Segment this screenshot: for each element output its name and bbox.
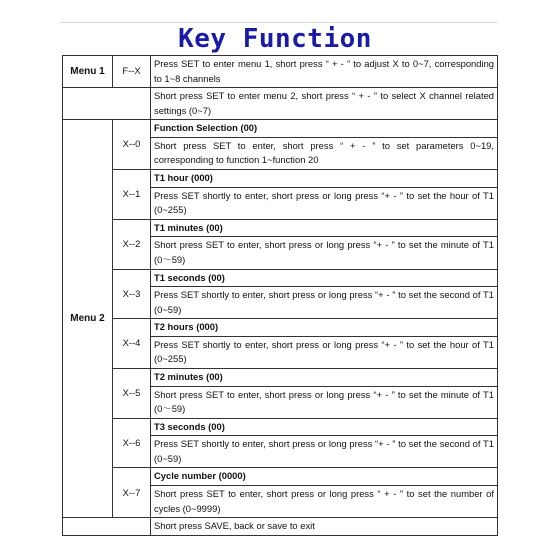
menu2-item-heading: T1 hour (000) [151,170,498,188]
menu2-item-description: Short press SET to enter, short press “ + - ” to set parameters 0~19, corresponding to function 1~function 20 [151,137,498,169]
menu2-item-heading: T2 minutes (00) [151,368,498,386]
menu2-entry-blank [63,88,151,120]
menu2-item-description: Short press SET to enter, short press or long press “+ - ” to set the minute of T1 (0〜59) [151,237,498,269]
menu2-x1-heading-row [63,170,498,188]
footer-note: Short press SAVE, back or save to exit [151,518,498,536]
menu2-item-description: Short press SET to enter, short press or long press “ + - ” to set the number of cycles (0~9999) [151,486,498,518]
menu1-description: Press SET to enter menu 1, short press “ + - ” to adjust X to 0~7, corresponding to 1~8 channels [151,56,498,88]
menu1-row [63,56,498,88]
menu2-x6-heading-row [63,418,498,436]
menu2-entry-description: Short press SET to enter menu 2, short press “ + - ” to select X channel related settings (0~7) [151,88,498,120]
footer-row [63,518,498,536]
key-function-table [62,55,498,536]
menu2-code: X--0 [113,120,151,170]
menu2-item-heading: T3 seconds (00) [151,418,498,436]
footer-blank [63,518,151,536]
menu2-code: X--1 [113,170,151,220]
menu2-x0-heading-row [63,120,498,138]
menu2-x4-heading-row [63,319,498,337]
menu2-x5-heading-row [63,368,498,386]
menu2-item-description: Press SET shortly to enter, short press or long press “+ - ” to set the second of T1 (0~59) [151,436,498,468]
menu2-code: X--2 [113,219,151,269]
menu2-item-heading: Function Selection (00) [151,120,498,138]
menu2-entry-row [63,88,498,120]
menu1-label: Menu 1 [63,56,113,88]
menu2-item-heading: Cycle number (0000) [151,468,498,486]
menu2-item-description: Press SET shortly to enter, short press or long press “+ - ” to set the hour of T1 (0~255) [151,187,498,219]
menu1-code: F--X [113,56,151,88]
menu2-item-description: Short press SET to enter, short press or long press “+ - ” to set the minute of T1 (0〜59) [151,386,498,418]
menu2-x2-heading-row [63,219,498,237]
menu2-code: X--7 [113,468,151,518]
menu2-item-heading: T2 hours (000) [151,319,498,337]
menu2-item-description: Press SET shortly to enter, short press or long press “+ - ” to set the second of T1 (0~59) [151,287,498,319]
menu2-item-heading: T1 seconds (00) [151,269,498,287]
menu2-code: X--3 [113,269,151,319]
menu2-code: X--5 [113,368,151,418]
page-title: Key Function [178,24,372,54]
menu2-x3-heading-row [63,269,498,287]
menu2-code: X--4 [113,319,151,369]
menu2-item-description: Press SET shortly to enter, short press or long press “+ - ” to set the hour of T1 (0~255) [151,336,498,368]
menu2-item-heading: T1 minutes (00) [151,219,498,237]
menu2-x7-heading-row [63,468,498,486]
menu2-label: Menu 2 [63,120,113,518]
menu2-code: X--6 [113,418,151,468]
